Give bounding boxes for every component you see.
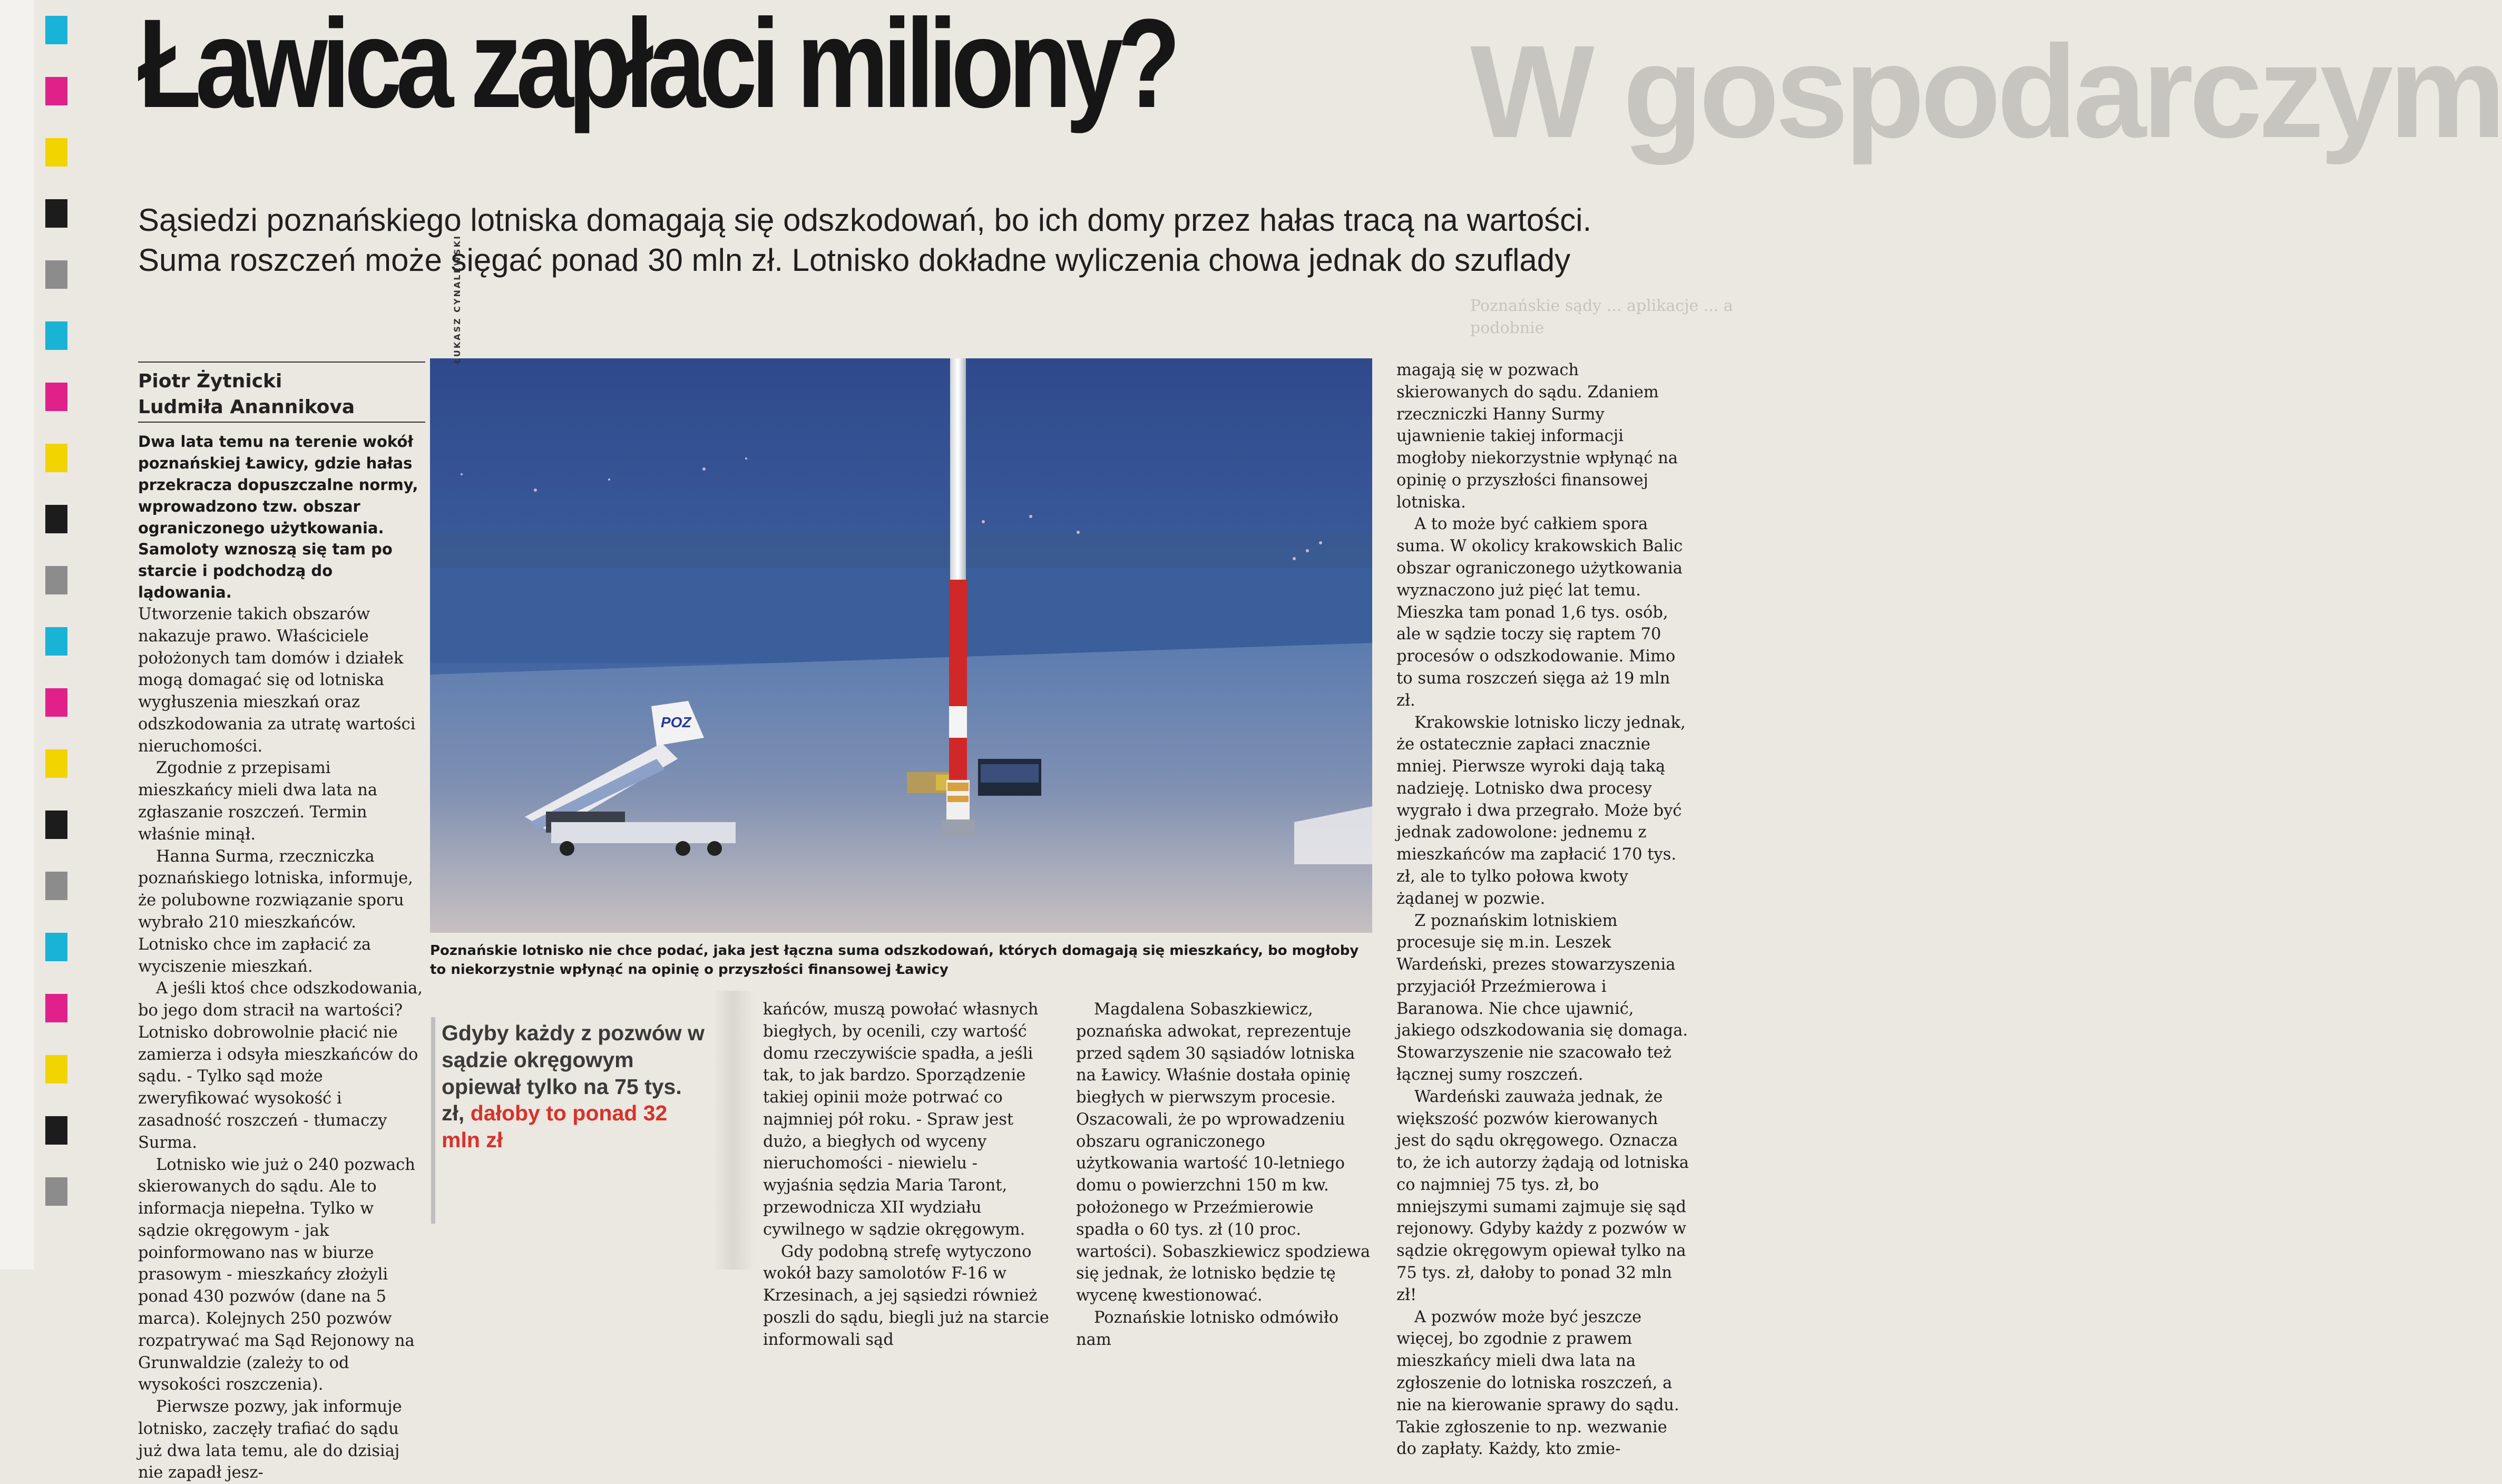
photo-caption: Poznańskie lotnisko nie chce podać, jaka jest łączna suma odszkodowań, których domagają się mieszkańcy, bo mogłoby to niekorzystnie wpłynąć na opinię o przyszłości finansowej Ławicy: [430, 943, 1359, 978]
paragraph: Z poznańskim lotniskiem procesuje się m.in. Leszek Wardeński, prezes stowarzyszenia przyjaciół Przeźmierowa i Baranowa. Nie chce ujawnić, jakiego odszkodowania się domaga. Stowarzyszenie nie szacowało też łącznej sumy roszczeń.: [1396, 911, 1688, 1084]
paragraph: magają się w pozwach skierowanych do sądu. Zdaniem rzeczniczki Hanny Surmy ujawnienie takiej informacji mogłoby niekorzystnie wpłynąć na opinię o przyszłości finansowej lotniska.: [1396, 361, 1678, 512]
registration-swatch: [45, 1055, 67, 1083]
author-divider: [138, 362, 425, 363]
page-margin: [0, 0, 34, 1270]
registration-swatch: [45, 1116, 67, 1145]
paragraph: A pozwów może być jeszcze więcej, bo zgodnie z prawem mieszkańcy mieli dwa lata na zgłoszenie do lotniska roszczeń, a nie na kierowanie sprawy do sądu. Takie zgłoszenie to np. wezwanie do zapłaty. Każdy, kto zmie-: [1396, 1307, 1679, 1459]
registration-swatch: [45, 77, 67, 105]
photo-credit: ŁUKASZ CYNALEWSKI: [452, 235, 462, 364]
registration-swatch: [45, 566, 67, 594]
registration-swatch: [45, 505, 67, 533]
registration-swatch: [45, 321, 67, 350]
paragraph: Utworzenie takich obszarów nakazuje prawo. Właściciele położonych tam domów i działek mogą domagać się od lotniska wygłuszenia mieszkań oraz odszkodowania za utratę wartości nieruchomości.: [138, 605, 416, 756]
registration-swatch: [45, 383, 67, 411]
paragraph: A to może być całkiem spora suma. W okolicy krakowskich Balic obszar ograniczonego użytkowania wyznaczono już pięć lat temu. Mieszka tam ponad 1,6 tys. osób, ale w sądzie toczy się raptem 70 procesów o odszkodowanie. Mimo to suma roszczeń sięga aż 19 mln zł.: [1396, 515, 1683, 710]
paragraph: Magdalena Sobaszkiewicz, poznańska adwokat, reprezentuje przed sądem 30 sąsiadów lotniska na Ławicy. Właśnie dostała opinię biegłych w pierwszym procesie. Oszacowali, że po wprowadzeniu obszaru ograniczonego użytkowania wartość 10-letniego domu o powierzchni 150 m kw. położonego w Przeźmierowie spadła o 60 tys. zł (10 proc. wartości). Sobaszkiewicz spodziewa się jednak, że lotnisko będzie tę wycenę kwestionować.: [1076, 1000, 1371, 1305]
paragraph: Pierwsze pozwy, jak informuje lotnisko, zaczęły trafiać do sądu już dwa lata temu, ale do dzisiaj nie zapadł jesz-: [138, 1398, 402, 1482]
paragraph: Krakowskie lotnisko liczy jednak, że ostatecznie zapłaci znacznie mniej. Pierwsze wyroki dają taką nadzieję. Lotnisko dwa procesy wygrało i dwa przegrało. Może być jednak zadowolone: jednemu z mieszkańców ma zapłacić 170 tys. zł, ale to tylko połowa kwoty żądanej w pozwie.: [1396, 713, 1686, 908]
author-name: Ludmiła Anannikova: [138, 396, 355, 418]
registration-swatch: [45, 811, 67, 839]
paragraph: Gdy podobną strefę wytyczono wokół bazy samolotów F-16 w Krzesinach, a jej sąsiedzi również poszli do sądu, biegli już na starcie informowali sąd: [763, 1242, 1049, 1349]
paragraph: kańców, muszą powołać własnych biegłych, by ocenili, czy wartość domu rzeczywiście spadła, a jeśli tak, to jak bardzo. Sporządzenie takiej opinii może potrwać co najmniej pół roku. - Spraw jest dużo, a biegłych od wyceny nieruchomości - niewielu - wyjaśnia sędzia Maria Taront, przewodnicza XII wydziału cywilnego w sądzie okręgowym.: [763, 1000, 1039, 1239]
registration-swatch: [45, 627, 67, 656]
article-photo: [430, 358, 1372, 933]
registration-swatch: [45, 933, 67, 961]
paragraph: Lotnisko wie już o 240 pozwach skierowanych do sądu. Ale to informacja niepełna. Tylko w sądzie okręgowym - jak poinformowano nas w biurze prasowym - mieszkańcy złożyli ponad 430 pozwów (dane na 5 marca). Kolejnych 250 pozwów rozpatrywać ma Sąd Rejonowy na Grunwaldzie (zależy to od wysokości roszczenia).: [138, 1155, 415, 1394]
byline-divider: [138, 422, 425, 423]
paragraph: Zgodnie z przepisami mieszkańcy mieli dwa lata na zgłaszanie roszczeń. Termin właśnie minął.: [138, 759, 378, 844]
byline: [138, 369, 425, 420]
registration-swatch: [45, 444, 67, 472]
registration-swatch: [45, 199, 67, 228]
airport-apron-photo: [430, 358, 1372, 933]
lede: Sąsiedzi poznańskiego lotniska domagają się odszkodowań, bo ich domy przez hałas tracą na wartości. Suma roszczeń może sięgać ponad 30 mln zł. Lotnisko dokładne wyliczenia chowa jednak do szuflady: [138, 202, 1592, 278]
pullquote: [442, 1020, 705, 1154]
paragraph: Poznańskie lotnisko odmówiło nam: [1076, 1308, 1339, 1349]
author-name: Piotr Żytnicki: [138, 370, 282, 392]
registration-swatch: [45, 872, 67, 900]
paragraph: A jeśli ktoś chce odszkodowania, bo jego dom stracił na wartości? Lotnisko dobrowolnie płacić nie zamierza i odsyła mieszkańców do sądu. - Tylko sąd może zweryfikować wysokość i zasadność roszczeń - tłumaczy Surma.: [138, 979, 423, 1152]
adjacent-body-fragment: Poznańskie sądy ... aplikacje ... a podobnie: [1470, 297, 1733, 337]
registration-swatch: [45, 138, 67, 167]
headline: Ławica zapłaci miliony?: [138, 0, 1175, 134]
registration-swatch: [45, 260, 67, 289]
registration-swatch: [45, 749, 67, 778]
registration-swatch: [45, 1177, 67, 1206]
pullquote-highlight: dałoby to ponad 32 mln zł: [442, 1101, 668, 1153]
paragraph: Wardeński zauważa jednak, że większość pozwów kierowanych jest do sądu okręgowego. Oznacza to, że ich autorzy żądają od lotniska co najmniej 75 tys. zł, bo mniejszymi sumami zajmuje się sąd rejonowy. Gdyby każdy z pozwów w sądzie okręgowym opiewał tylko na 75 tys. zł, dałoby to ponad 32 mln zł!: [1396, 1087, 1689, 1304]
paragraph: Hanna Surma, rzeczniczka poznańskiego lotniska, informuje, że polubowne rozwiązanie sporu wybrało 210 mieszkańców. Lotnisko chce im zapłacić za wyciszenie mieszkań.: [138, 847, 413, 976]
pullquote-text: Gdyby każdy z pozwów w sądzie okręgowym opiewał tylko na 75 tys. zł,: [442, 1021, 705, 1126]
article-intro: Dwa lata temu na terenie wokół poznańskiej Ławicy, gdzie hałas przekracza dopuszczalne normy, wprowadzono tzw. obszar ograniczonego użytkowania. Samoloty wznoszą się tam po starcie i podchodzą do lądowania.: [138, 433, 418, 602]
registration-swatch: [45, 994, 67, 1022]
page-fold: [712, 991, 755, 1270]
pullquote-bar: [431, 1017, 435, 1224]
registration-swatch: [45, 688, 67, 717]
column-3: [763, 999, 1053, 1351]
column-5: [1396, 359, 1692, 1460]
column-1: [138, 431, 425, 1484]
adjacent-headline-fragment: W gospodarczym: [1470, 18, 2502, 165]
column-1-body: [138, 603, 425, 1484]
stairs-logo: POZ: [661, 714, 691, 730]
registration-swatch: [45, 16, 67, 44]
column-4: [1076, 999, 1371, 1351]
